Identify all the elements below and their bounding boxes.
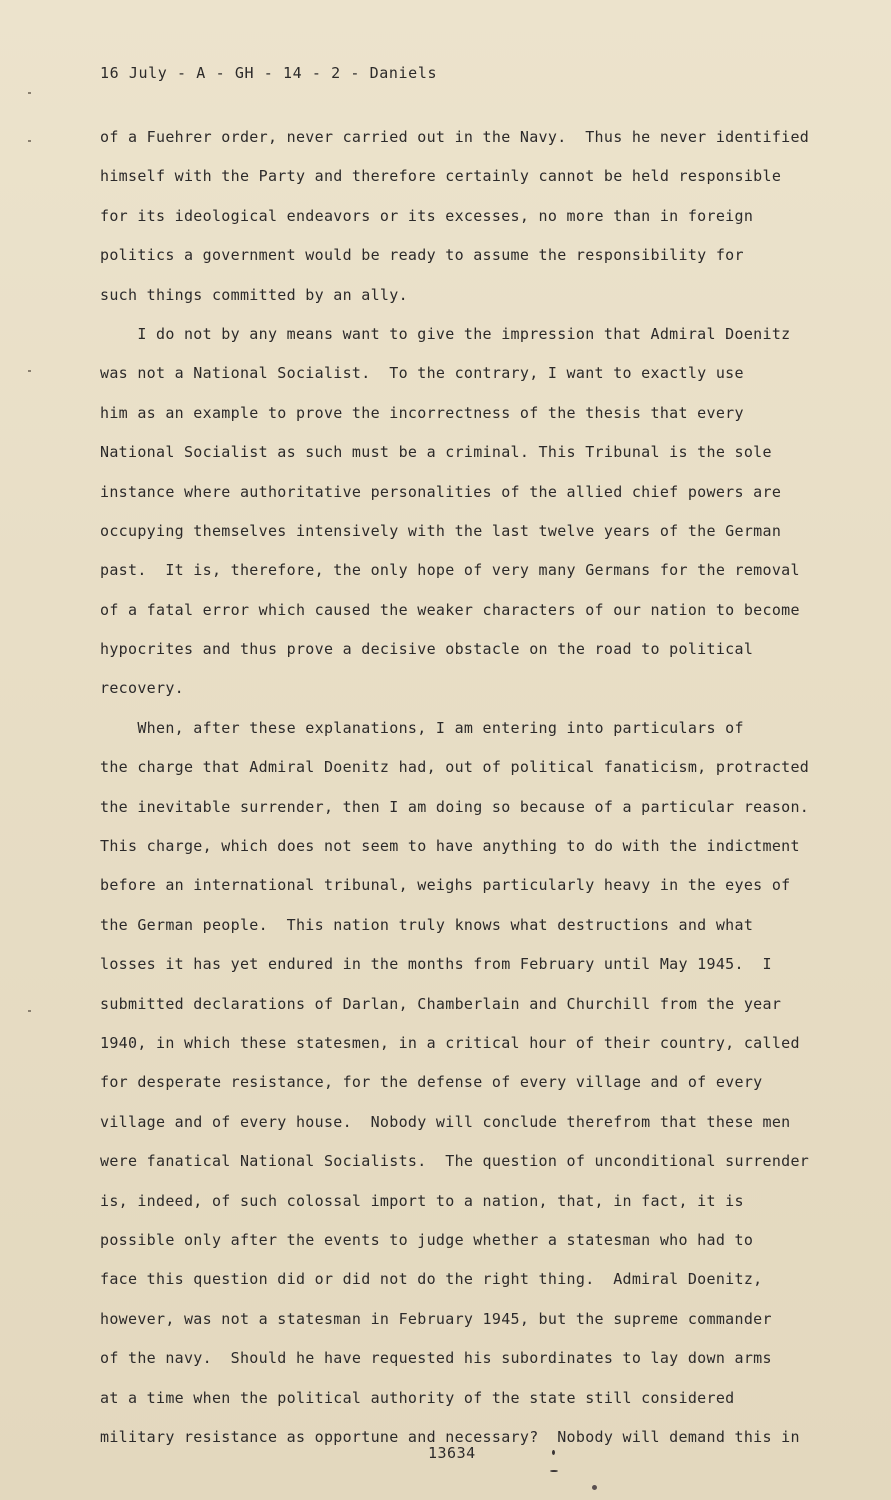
text-line: National Socialist as such must be a criminal. This Tribunal is the sole (100, 443, 772, 462)
text-line: politics a government would be ready to assume the responsibility for (100, 246, 744, 265)
text-line: was not a National Socialist. To the contrary, I want to exactly use (100, 364, 744, 383)
ink-speck (552, 1450, 555, 1455)
text-line: himself with the Party and therefore certainly cannot be held responsible (100, 167, 782, 186)
text-line: When, after these explanations, I am entering into particulars of (100, 718, 744, 737)
text-line: I do not by any means want to give the impression that Admiral Doenitz (100, 324, 791, 343)
text-line: for desperate resistance, for the defense of every village and of every (100, 1073, 763, 1092)
ink-speck (550, 1470, 558, 1472)
text-line: possible only after the events to judge whether a statesman who had to (100, 1230, 754, 1249)
page-header: 16 July - A - GH - 14 - 2 - Daniels (100, 64, 438, 82)
page-number: 13634 (428, 1444, 476, 1462)
ink-speck (592, 1485, 597, 1490)
text-line: military resistance as opportune and necessary? Nobody will demand this in (100, 1427, 800, 1446)
text-line: the charge that Admiral Doenitz had, out of political fanaticism, protracted (100, 758, 810, 777)
text-line: This charge, which does not seem to have anything to do with the indictment (100, 837, 800, 856)
text-line: past. It is, therefore, the only hope of very many Germans for the removal (100, 561, 800, 580)
text-line: is, indeed, of such colossal import to a nation, that, in fact, it is (100, 1191, 744, 1210)
margin-mark (28, 1010, 31, 1012)
text-line: however, was not a statesman in February 1945, but the supreme commander (100, 1309, 772, 1328)
text-line: recovery. (100, 679, 184, 698)
text-line: 1940, in which these statesmen, in a critical hour of their country, called (100, 1033, 800, 1052)
margin-mark (28, 370, 31, 372)
body-text (100, 118, 850, 1457)
text-line: for its ideological endeavors or its excesses, no more than in foreign (100, 206, 754, 225)
text-line: him as an example to prove the incorrectness of the thesis that every (100, 403, 744, 422)
text-line: submitted declarations of Darlan, Chamberlain and Churchill from the year (100, 994, 782, 1013)
text-line: at a time when the political authority of the state still considered (100, 1388, 735, 1407)
text-line: the German people. This nation truly knows what destructions and what (100, 915, 754, 934)
margin-mark (28, 140, 31, 142)
text-line: the inevitable surrender, then I am doing so because of a particular reason. (100, 797, 810, 816)
text-line: such things committed by an ally. (100, 285, 408, 304)
text-line: face this question did or did not do the right thing. Admiral Doenitz, (100, 1270, 763, 1289)
text-line: losses it has yet endured in the months from February until May 1945. I (100, 955, 772, 974)
text-line: instance where authoritative personalities of the allied chief powers are (100, 482, 782, 501)
text-line: of a fatal error which caused the weaker characters of our nation to become (100, 600, 800, 619)
text-line: occupying themselves intensively with the last twelve years of the German (100, 521, 782, 540)
text-line: of the navy. Should he have requested his subordinates to lay down arms (100, 1349, 772, 1368)
margin-mark (28, 92, 31, 94)
text-line: before an international tribunal, weighs particularly heavy in the eyes of (100, 876, 791, 895)
text-line: were fanatical National Socialists. The question of unconditional surrender (100, 1152, 810, 1171)
text-line: hypocrites and thus prove a decisive obstacle on the road to political (100, 640, 754, 659)
text-line: village and of every house. Nobody will conclude therefrom that these men (100, 1112, 791, 1131)
text-line: of a Fuehrer order, never carried out in the Navy. Thus he never identified (100, 128, 810, 146)
